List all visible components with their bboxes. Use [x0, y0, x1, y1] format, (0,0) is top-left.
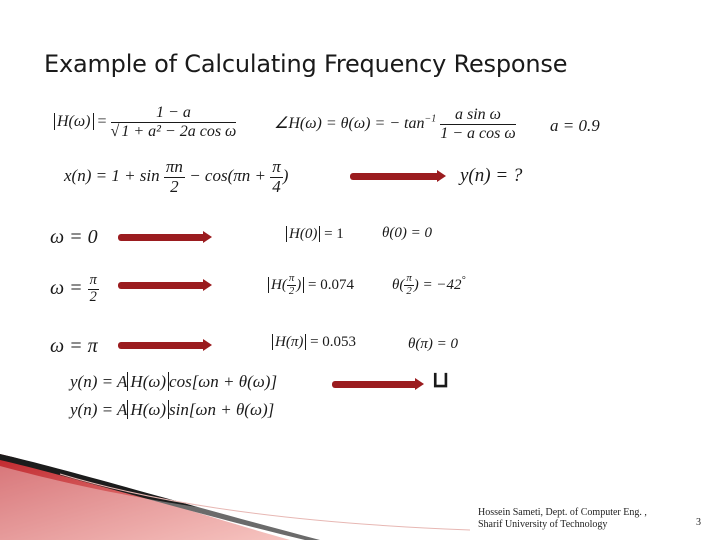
- page-number: 3: [696, 517, 701, 528]
- y-cos-lhs: y(n) = A: [70, 372, 128, 391]
- H-zero-abs: H(0): [286, 226, 320, 242]
- omega-half-pi: [50, 273, 99, 306]
- H-pi-abs: H(π): [272, 334, 306, 350]
- input-mid: − cos(πn +: [184, 166, 271, 186]
- phase-equation: [274, 106, 516, 142]
- arrow-omega-pi: [118, 342, 206, 349]
- input-frac1: [164, 158, 185, 196]
- theta-half-prefix: θ(: [392, 276, 405, 293]
- H-half-num: π: [288, 272, 295, 284]
- arrow-to-output: [350, 173, 440, 180]
- omega-half-den: 2: [89, 288, 97, 305]
- output-query: y(n) = ?: [460, 165, 523, 186]
- input-frac1-num: πn: [165, 157, 183, 176]
- y-sin-lhs: y(n) = A: [70, 400, 128, 419]
- input-frac2-num: π: [272, 157, 281, 176]
- magnitude-numerator: 1 − a: [111, 104, 237, 123]
- arrow-y-cos: [332, 381, 418, 388]
- y-sin-mag: H(ω): [127, 400, 169, 419]
- H-pi: [272, 334, 356, 351]
- phase-fraction: [440, 106, 515, 142]
- H-half-value: = 0.074: [308, 276, 354, 293]
- phase-denominator: 1 − a cos ω: [440, 124, 516, 142]
- H-half-pi: [268, 273, 354, 298]
- H-zero: [286, 226, 344, 243]
- H-half-den: 2: [288, 284, 295, 297]
- input-frac2-den: 4: [272, 176, 281, 196]
- H-pi-value: = 0.053: [310, 334, 357, 350]
- magnitude-equation: H(ω) = $\frac{1 - a}{\text{√ 1 + a² − 2a cos ω}}$: [54, 104, 236, 140]
- theta-half-num: π: [406, 272, 412, 284]
- H-half-suffix: ): [296, 276, 302, 293]
- decorative-swoosh: [0, 450, 480, 540]
- phase-lhs: ∠H(ω) = θ(ω) = − tan: [274, 114, 425, 132]
- magnitude-lhs: H(ω): [54, 113, 94, 130]
- omega-pi: ω = π: [50, 335, 98, 357]
- slide-title: Example of Calculating Frequency Response: [44, 50, 568, 78]
- input-frac2: [270, 158, 283, 196]
- y-cos-mag: H(ω): [127, 372, 169, 391]
- y-sin-equation: [70, 400, 274, 420]
- input-frac1-den: 2: [170, 176, 179, 196]
- H-half-frac: [287, 273, 296, 298]
- theta-zero: θ(0) = 0: [382, 225, 432, 241]
- omega-half-frac: [88, 273, 99, 306]
- footer-line-2: Sharif University of Technology: [478, 519, 608, 530]
- y-cos-equation: [70, 372, 277, 392]
- magnitude-denominator: 1 + a² − 2a cos ω: [121, 122, 237, 140]
- y-cos-rhs: cos[ωn + θ(ω)]: [169, 372, 278, 391]
- y-sin-rhs: sin[ωn + θ(ω)]: [169, 400, 275, 419]
- a-value: a = 0.9: [550, 116, 600, 135]
- input-signal: [64, 158, 288, 196]
- magnitude-fraction: $\frac{1 - a}{\text{√ 1 + a² − 2a cos ω}}$: [110, 104, 237, 140]
- stray-symbol: ⊔: [432, 367, 450, 392]
- theta-half-suffix: ) = −42: [413, 276, 462, 293]
- input-prefix: x(n) = 1 + sin: [64, 166, 160, 186]
- omega-zero: ω = 0: [50, 226, 98, 248]
- theta-half-pi: [392, 273, 466, 298]
- arrow-omega-half-pi: [118, 282, 206, 289]
- H-zero-value: = 1: [324, 226, 344, 242]
- omega-half-num: π: [89, 272, 97, 288]
- phase-numerator: a sin ω: [440, 106, 515, 125]
- omega-half-prefix: ω =: [50, 276, 83, 299]
- H-half-prefix: H(: [271, 276, 287, 293]
- theta-half-degree: °: [461, 274, 466, 286]
- phase-power: −1: [424, 113, 437, 125]
- footer-line-1: Hossein Sameti, Dept. of Computer Eng. ,: [478, 507, 647, 518]
- theta-half-den: 2: [406, 284, 412, 297]
- theta-half-frac: [404, 273, 413, 298]
- H-half-abs: [268, 272, 304, 297]
- input-close: ): [282, 166, 289, 186]
- footer-credit: [478, 507, 678, 531]
- arrow-omega-zero: [118, 234, 206, 241]
- theta-pi: θ(π) = 0: [408, 336, 458, 352]
